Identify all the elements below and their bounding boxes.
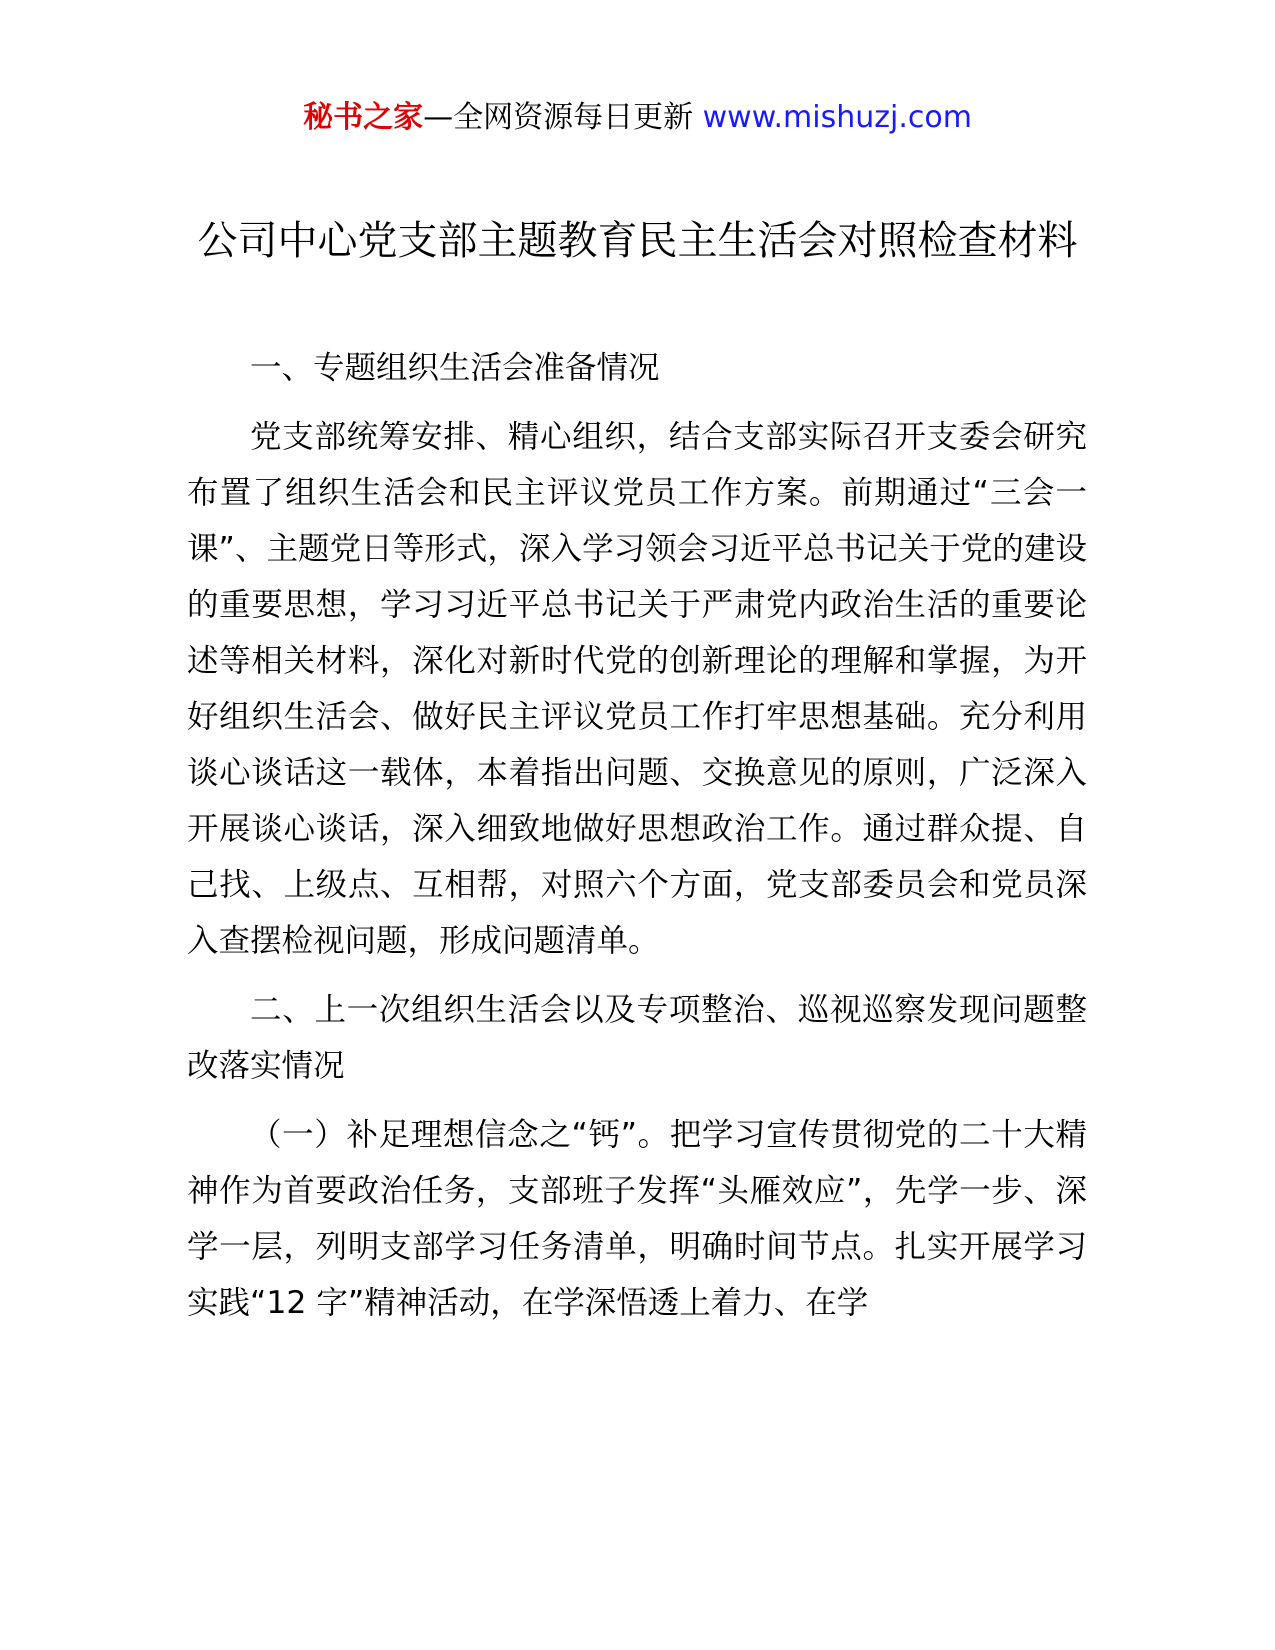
- section-heading-1: 一、专题组织生活会准备情况: [250, 350, 660, 386]
- document-body: [187, 340, 1087, 1344]
- site-url-link[interactable]: www.mishuzj.com: [702, 100, 972, 135]
- paragraph-2: （一）补足理想信念之“钙”。把学习宣传贯彻党的二十大精神作为首要政治任务，支部班子发挥“头雁效应”，先学一步、深学一层，列明支部学习任务清单，明确时间节点。扎实开展学习实践“12 字”精神活动，在学深悟透上着力、在学: [187, 1117, 1087, 1321]
- section-heading-2: 二、上一次组织生活会以及专项整治、巡视巡察发现问题整改落实情况: [187, 992, 1087, 1084]
- header-tagline: —全网资源每日更新: [423, 100, 703, 135]
- site-header: [0, 98, 1275, 138]
- paragraph-1: 党支部统筹安排、精心组织，结合支部实际召开支委会研究布置了组织生活会和民主评议党员工作方案。前期通过“三会一课”、主题党日等形式，深入学习领会习近平总书记关于党的建设的重要思想，学习习近平总书记关于严肃党内政治生活的重要论述等相关材料，深化对新时代党的创新理论的理解和掌握，为开好组织生活会、做好民主评议党员工作打牢思想基础。充分利用谈心谈话这一载体，本着指出问题、交换意见的原则，广泛深入开展谈心谈话，深入细致地做好思想政治工作。通过群众提、自己找、上级点、互相帮，对照六个方面，党支部委员会和党员深入查摆检视问题，形成问题清单。: [187, 419, 1087, 959]
- document-title: 公司中心党支部主题教育民主生活会对照检查材料: [197, 218, 1078, 264]
- brand-name: 秘书之家: [303, 100, 424, 135]
